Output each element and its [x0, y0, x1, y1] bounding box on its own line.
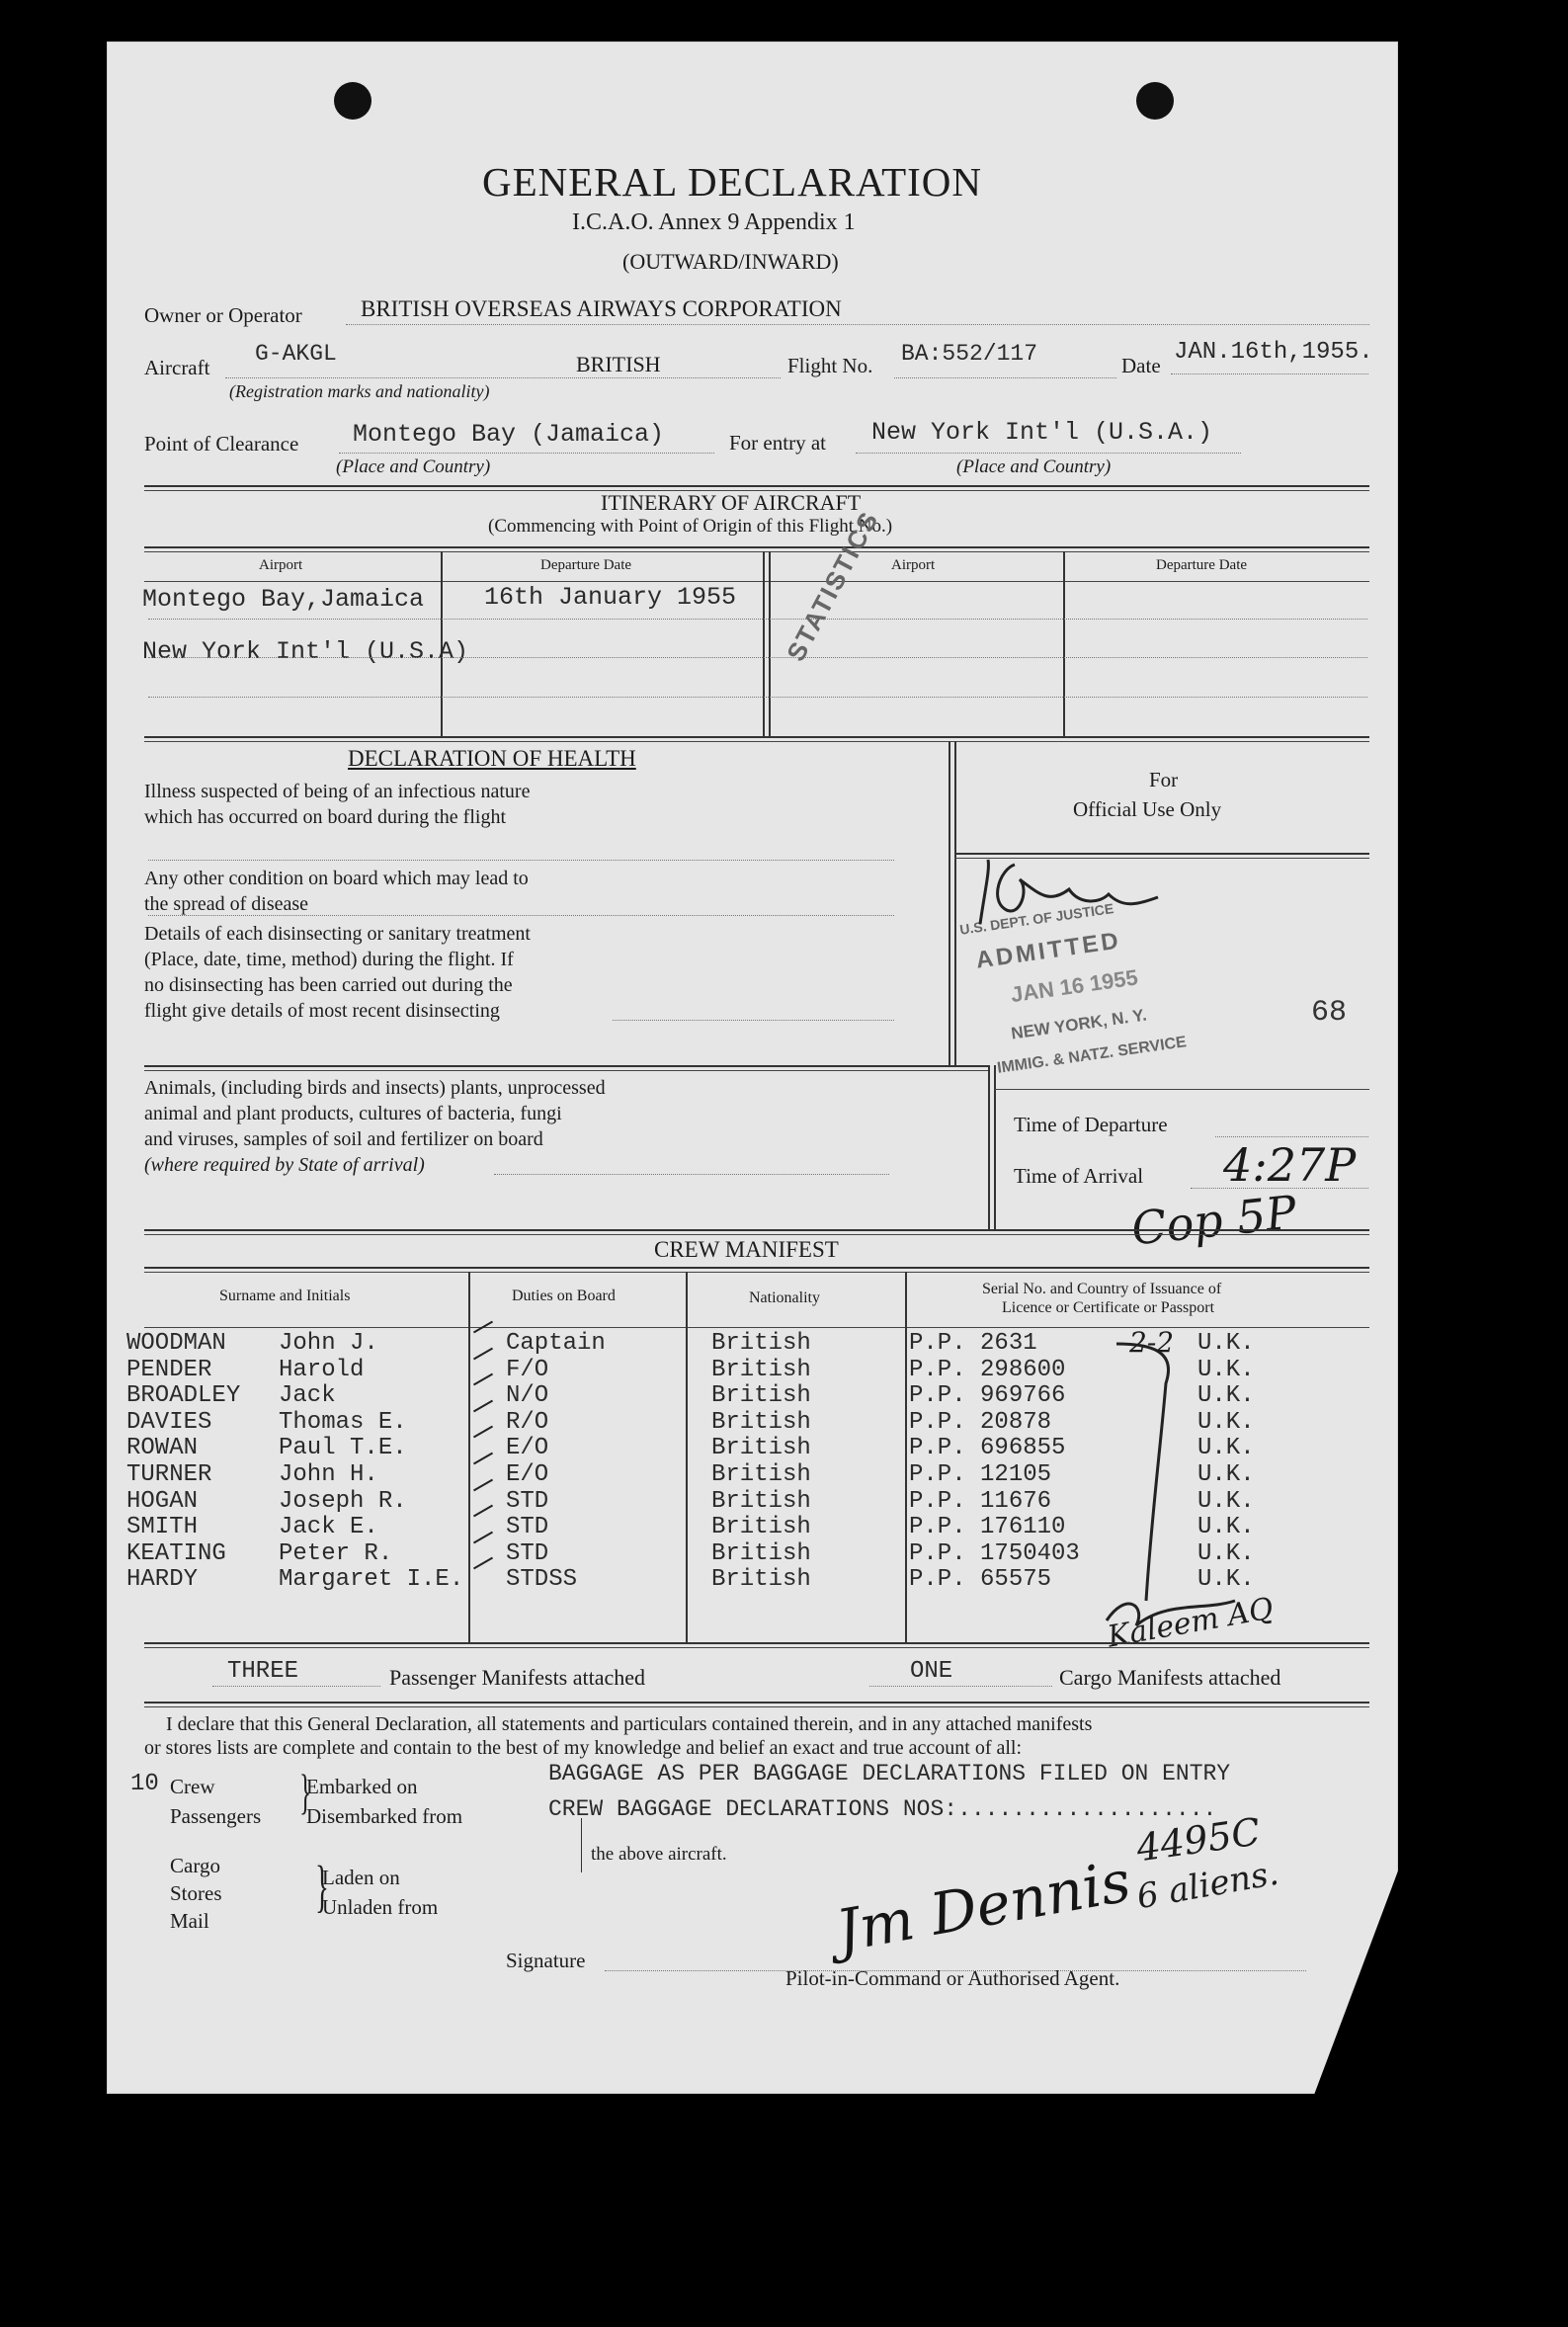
illness-line-1: Illness suspected of being of an infectious nature — [144, 781, 531, 802]
crew-initials: Thomas E. — [279, 1408, 407, 1436]
passenger-manifest-label: Passenger Manifests attached — [389, 1665, 646, 1690]
itinerary-rule-head-2 — [144, 551, 1369, 552]
disinfect-dots — [613, 1020, 894, 1021]
declaration-rule-top — [144, 1702, 1369, 1704]
itin-col-2 — [763, 551, 765, 736]
above-aircraft: the above aircraft. — [591, 1844, 727, 1865]
cargo-manifest-count: ONE — [910, 1658, 953, 1685]
itin-row2-airport: New York Int'l (U.S.A) — [142, 637, 469, 666]
crew-serial: P.P. 65575 — [909, 1566, 1052, 1594]
statistics-stamp: STATISTICS — [781, 505, 885, 667]
crew-duty: STD — [506, 1514, 549, 1541]
crew-header-nationality: Nationality — [749, 1289, 820, 1306]
crew-nationality: British — [711, 1487, 811, 1515]
date-label: Date — [1121, 354, 1161, 377]
animals-line-2: animal and plant products, cultures of bacteria, fungi — [144, 1103, 562, 1124]
crew-serial: P.P. 1750403 — [909, 1539, 1080, 1567]
crew-country: U.K. — [1197, 1539, 1255, 1567]
departure-dots — [1215, 1136, 1368, 1137]
crew-initials: Peter R. — [279, 1539, 393, 1567]
crew-serial: P.P. 20878 — [909, 1408, 1052, 1436]
crew-surname: PENDER — [126, 1356, 212, 1383]
itinerary-subtitle: (Commencing with Point of Origin of this Flight No.) — [488, 516, 893, 537]
bracket-1: } — [299, 1764, 311, 1819]
signature-label: Signature — [506, 1949, 586, 1972]
crew-country: U.K. — [1197, 1408, 1255, 1436]
registration-note: (Registration marks and nationality) — [229, 381, 490, 401]
crew-nationality: British — [711, 1514, 811, 1541]
health-title: DECLARATION OF HEALTH — [348, 746, 636, 771]
illness-line-2: which has occurred on board during the flight — [144, 806, 507, 828]
crew-country: U.K. — [1197, 1461, 1255, 1488]
passengers-label: Passengers — [170, 1804, 262, 1828]
animals-rule-top — [144, 1065, 989, 1067]
flight-dots — [894, 377, 1116, 378]
itinerary-rule-bottom — [144, 736, 1369, 738]
stamp-line-date: JAN 16 1955 — [1009, 964, 1140, 1008]
other-dots — [148, 915, 894, 916]
crew-surname: KEATING — [126, 1539, 226, 1567]
torn-corner — [1314, 1858, 1403, 2095]
itinerary-title: ITINERARY OF AIRCRAFT — [601, 490, 862, 515]
crew-initials: Margaret I.E. — [279, 1566, 464, 1594]
disinfect-line-3: no disinsecting has been carried out during the — [144, 974, 513, 996]
crew-surname: SMITH — [126, 1514, 199, 1541]
unladen-label: Unladen from — [322, 1895, 439, 1919]
cargo-manifest-label: Cargo Manifests attached — [1059, 1665, 1281, 1690]
disinfect-line-2: (Place, date, time, method) during the flight. If — [144, 949, 514, 970]
entry-label: For entry at — [729, 431, 826, 455]
crew-surname: WOODMAN — [126, 1330, 226, 1357]
itin-col-3 — [1063, 551, 1065, 736]
official-signature — [960, 850, 1197, 949]
crew-duty: STDSS — [506, 1566, 578, 1594]
owner-label: Owner or Operator — [144, 303, 302, 327]
departure-rule-top — [994, 1089, 1369, 1090]
itin-dots-3 — [148, 697, 1367, 698]
itin-header-date-1: Departure Date — [540, 557, 632, 573]
crew-label: Crew — [170, 1775, 215, 1798]
crew-rule-bottom — [144, 1642, 1369, 1644]
itin-row1-date: 16th January 1955 — [484, 583, 737, 612]
animals-line-4: (where required by State of arrival) — [144, 1154, 425, 1176]
crew-duty: E/O — [506, 1461, 549, 1488]
crew-margin-note-2: Kaleem AQ — [1105, 1591, 1277, 1655]
clearance-value: Montego Bay (Jamaica) — [353, 420, 665, 449]
itin-row1-airport: Montego Bay,Jamaica — [142, 585, 425, 614]
stamp-line-admitted: ADMITTED — [974, 927, 1123, 974]
cargo-label: Cargo — [170, 1854, 220, 1877]
bracket-2: } — [314, 1854, 329, 1918]
crew-serial: P.P. 12105 — [909, 1461, 1052, 1488]
declaration-divider — [581, 1818, 582, 1872]
flight-label: Flight No. — [787, 354, 873, 377]
form-direction: (OUTWARD/INWARD) — [622, 249, 839, 274]
handwritten-reference: 4495C — [1133, 1809, 1264, 1870]
handwritten-copies-note: Cop 5P — [1128, 1185, 1299, 1256]
baggage-line-1: BAGGAGE AS PER BAGGAGE DECLARATIONS FILED ON ENTRY — [548, 1761, 1231, 1787]
crew-title: CREW MANIFEST — [654, 1237, 839, 1262]
mail-label: Mail — [170, 1909, 209, 1933]
crew-duty: STD — [506, 1487, 549, 1515]
crew-initials: John H. — [279, 1461, 378, 1488]
itin-header-airport-2: Airport — [891, 557, 936, 573]
crew-header-serial-1: Serial No. and Country of Issuance of — [982, 1281, 1222, 1297]
crew-duty: N/O — [506, 1382, 549, 1410]
crew-count: 10 — [130, 1771, 159, 1797]
crew-header-name: Surname and Initials — [219, 1288, 351, 1304]
itinerary-rule-top — [144, 485, 1369, 487]
clearance-dots — [339, 453, 714, 454]
crew-nationality: British — [711, 1382, 811, 1410]
itinerary-rule-sub — [144, 581, 1369, 582]
stamp-line-dept: U.S. DEPT. OF JUSTICE — [958, 900, 1115, 938]
declaration-line-1: I declare that this General Declaration, all statements and particulars contained therein, and in any attached manifests — [166, 1713, 1093, 1735]
pilot-label: Pilot-in-Command or Authorised Agent. — [785, 1966, 1120, 1990]
crew-serial: P.P. 298600 — [909, 1356, 1066, 1383]
crew-country: U.K. — [1197, 1382, 1255, 1410]
crew-rule-top-2 — [144, 1234, 1369, 1235]
animals-line-1: Animals, (including birds and insects) plants, unprocessed — [144, 1077, 606, 1099]
crew-rule-top — [144, 1229, 1369, 1231]
crew-nationality: British — [711, 1566, 811, 1594]
place-note-left: (Place and Country) — [336, 457, 491, 477]
itin-col-2b — [769, 551, 771, 736]
health-divider — [949, 741, 950, 1067]
disinfect-line-4: flight give details of most recent disinsecting — [144, 1000, 500, 1022]
laden-label: Laden on — [322, 1866, 400, 1889]
crew-margin-note-1: 2-2 — [1129, 1326, 1175, 1359]
date-value: JAN.16th,1955. — [1174, 339, 1373, 366]
form-subtitle: I.C.A.O. Annex 9 Appendix 1 — [572, 209, 856, 235]
animals-dots — [494, 1174, 889, 1175]
place-note-right: (Place and Country) — [956, 457, 1112, 477]
illness-dots — [148, 860, 894, 861]
animals-line-3: and viruses, samples of soil and fertilizer on board — [144, 1128, 543, 1150]
itinerary-rule-head — [144, 546, 1369, 548]
crew-nationality: British — [711, 1356, 811, 1383]
crew-surname: ROWAN — [126, 1435, 199, 1462]
punch-hole-right — [1136, 82, 1174, 120]
entry-dots — [856, 453, 1241, 454]
crew-surname: BROADLEY — [126, 1382, 241, 1410]
crew-initials: John J. — [279, 1330, 378, 1357]
crew-serial: P.P. 11676 — [909, 1487, 1052, 1515]
crew-col-1 — [468, 1272, 470, 1642]
crew-col-2 — [686, 1272, 688, 1642]
crew-nationality: British — [711, 1330, 811, 1357]
crew-initials: Harold — [279, 1356, 365, 1383]
aircraft-dots — [225, 377, 781, 378]
crew-country: U.K. — [1197, 1487, 1255, 1515]
flight-value: BA:552/117 — [901, 341, 1038, 367]
entry-value: New York Int'l (U.S.A.) — [871, 418, 1213, 447]
official-title-1: For — [1149, 768, 1179, 791]
departure-label: Time of Departure — [1014, 1113, 1168, 1136]
cargo-manifest-dots — [869, 1686, 1052, 1687]
form-title: GENERAL DECLARATION — [482, 159, 983, 205]
crew-country: U.K. — [1197, 1330, 1255, 1357]
crew-serial: P.P. 969766 — [909, 1382, 1066, 1410]
passenger-manifest-count: THREE — [227, 1658, 299, 1685]
embarked-label: Embarked on — [306, 1775, 418, 1798]
aircraft-value: G-AKGL — [255, 341, 337, 367]
owner-value: BRITISH OVERSEAS AIRWAYS CORPORATION — [361, 296, 842, 321]
aircraft-label: Aircraft — [144, 356, 210, 379]
arrival-time-handwritten: 4:27P — [1223, 1138, 1357, 1192]
crew-serial: P.P. 2631 — [909, 1330, 1037, 1357]
clearance-label: Point of Clearance — [144, 432, 299, 456]
nationality-value: BRITISH — [576, 352, 661, 376]
crew-country: U.K. — [1197, 1356, 1255, 1383]
animals-rule-top-2 — [144, 1070, 989, 1071]
crew-rule-bottom-2 — [144, 1647, 1369, 1648]
crew-serial: P.P. 696855 — [909, 1435, 1066, 1462]
itin-dots-2 — [148, 657, 1367, 658]
crew-country: U.K. — [1197, 1566, 1255, 1594]
declaration-line-2: or stores lists are complete and contain to the best of my knowledge and belief an exact and true account of all: — [144, 1737, 1023, 1759]
itin-header-airport-1: Airport — [259, 557, 303, 573]
crew-initials: Jack E. — [279, 1514, 378, 1541]
official-title-2: Official Use Only — [1073, 797, 1222, 821]
handwritten-aliens: 6 aliens. — [1133, 1853, 1282, 1918]
stamp-line-city: NEW YORK, N. Y. — [1010, 1005, 1148, 1043]
crew-duty: R/O — [506, 1408, 549, 1436]
itin-header-date-2: Departure Date — [1156, 557, 1248, 573]
owner-dots — [346, 324, 1369, 325]
punch-hole-left — [334, 82, 371, 120]
stamp-number: 68 — [1311, 996, 1348, 1030]
stores-label: Stores — [170, 1881, 222, 1905]
pilot-signature: Jm Dennis — [831, 1847, 1136, 1965]
crew-nationality: British — [711, 1435, 811, 1462]
crew-surname: HOGAN — [126, 1487, 199, 1515]
crew-country: U.K. — [1197, 1435, 1255, 1462]
crew-surname: HARDY — [126, 1566, 199, 1594]
crew-duty: STD — [506, 1539, 549, 1567]
crew-duty: F/O — [506, 1356, 549, 1383]
crew-header-duties: Duties on Board — [512, 1288, 616, 1304]
declaration-rule-top-2 — [144, 1706, 1369, 1707]
other-line-2: the spread of disease — [144, 893, 309, 915]
crew-serial: P.P. 176110 — [909, 1514, 1066, 1541]
crew-nationality: British — [711, 1461, 811, 1488]
crew-rule-head-2 — [144, 1272, 1369, 1273]
arrival-label: Time of Arrival — [1014, 1164, 1144, 1188]
crew-initials: Paul T.E. — [279, 1435, 407, 1462]
crew-header-serial-2: Licence or Certificate or Passport — [1002, 1299, 1215, 1316]
passenger-manifest-dots — [212, 1686, 380, 1687]
crew-rule-head — [144, 1267, 1369, 1269]
other-line-1: Any other condition on board which may lead to — [144, 868, 529, 889]
crew-duty: Captain — [506, 1330, 606, 1357]
crew-surname: DAVIES — [126, 1408, 212, 1436]
crew-duty: E/O — [506, 1435, 549, 1462]
itinerary-rule-bottom-2 — [144, 741, 1369, 742]
disembarked-label: Disembarked from — [306, 1804, 463, 1828]
health-divider-2 — [954, 741, 956, 1067]
crew-nationality: British — [711, 1408, 811, 1436]
crew-initials: Joseph R. — [279, 1487, 407, 1515]
crew-col-3 — [905, 1272, 907, 1642]
crew-nationality: British — [711, 1539, 811, 1567]
crew-country: U.K. — [1197, 1514, 1255, 1541]
disinfect-line-1: Details of each disinsecting or sanitary treatment — [144, 923, 531, 945]
crew-initials: Jack — [279, 1382, 336, 1410]
itin-dots-1 — [148, 619, 1367, 620]
baggage-line-2: CREW BAGGAGE DECLARATIONS NOS:................... — [548, 1796, 1217, 1822]
crew-surname: TURNER — [126, 1461, 212, 1488]
stamp-line-service: IMMIG. & NATZ. SERVICE — [996, 1034, 1188, 1077]
